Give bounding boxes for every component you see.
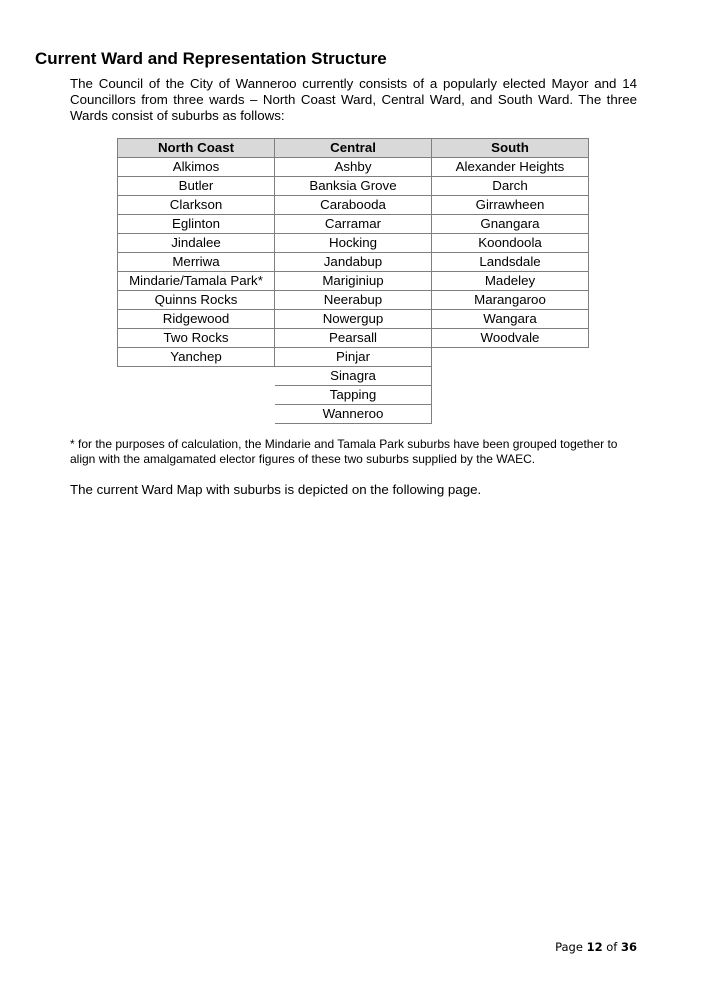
empty-cell xyxy=(118,405,275,424)
suburb-cell-central: Mariginiup xyxy=(275,272,432,291)
suburb-cell-south: Landsdale xyxy=(432,253,589,272)
suburb-cell-north-coast: Jindalee xyxy=(118,234,275,253)
suburb-cell-north-coast: Ridgewood xyxy=(118,310,275,329)
page-title: Current Ward and Representation Structure xyxy=(35,49,387,68)
suburb-cell-central: Wanneroo xyxy=(275,405,432,424)
table-row xyxy=(118,367,589,386)
suburb-cell-south: Koondoola xyxy=(432,234,589,253)
ward-suburbs-table xyxy=(117,138,589,424)
suburb-cell-south: Darch xyxy=(432,177,589,196)
suburb-cell-north-coast: Butler xyxy=(118,177,275,196)
suburb-cell-north-coast: Mindarie/Tamala Park* xyxy=(118,272,275,291)
table-row xyxy=(118,348,589,367)
header-central: Central xyxy=(275,139,432,158)
page-number xyxy=(555,940,637,954)
table-row xyxy=(118,234,589,253)
footnote: * for the purposes of calculation, the Mindarie and Tamala Park suburbs have been grouped together to align with the amalgamated elector figures of these two suburbs supplied by the WAEC. xyxy=(70,437,618,466)
suburb-cell-south: Gnangara xyxy=(432,215,589,234)
suburb-cell-north-coast: Two Rocks xyxy=(118,329,275,348)
suburb-cell-central: Ashby xyxy=(275,158,432,177)
suburb-cell-south: Wangara xyxy=(432,310,589,329)
empty-cell xyxy=(118,367,275,386)
empty-cell xyxy=(118,386,275,405)
page-total: 36 xyxy=(620,940,637,954)
table-row xyxy=(118,272,589,291)
suburb-cell-south: Marangaroo xyxy=(432,291,589,310)
table-body xyxy=(118,158,589,424)
page-label: Page xyxy=(555,940,583,954)
table-row xyxy=(118,329,589,348)
table-row xyxy=(118,196,589,215)
following-page-note: The current Ward Map with suburbs is depicted on the following page. xyxy=(70,482,482,497)
empty-cell xyxy=(432,348,589,367)
suburb-cell-north-coast: Clarkson xyxy=(118,196,275,215)
table-row xyxy=(118,158,589,177)
empty-cell xyxy=(432,367,589,386)
header-south: South xyxy=(432,139,589,158)
suburb-cell-north-coast: Alkimos xyxy=(118,158,275,177)
table-header-row xyxy=(118,139,589,158)
suburb-cell-central: Tapping xyxy=(275,386,432,405)
suburb-cell-north-coast: Merriwa xyxy=(118,253,275,272)
empty-cell xyxy=(432,405,589,424)
suburb-cell-south: Girrawheen xyxy=(432,196,589,215)
suburb-cell-north-coast: Eglinton xyxy=(118,215,275,234)
suburb-cell-central: Neerabup xyxy=(275,291,432,310)
table-row xyxy=(118,291,589,310)
suburb-cell-south: Woodvale xyxy=(432,329,589,348)
header-north-coast: North Coast xyxy=(118,139,275,158)
suburb-cell-central: Carabooda xyxy=(275,196,432,215)
table-row xyxy=(118,405,589,424)
suburb-cell-north-coast: Quinns Rocks xyxy=(118,291,275,310)
suburb-cell-central: Pinjar xyxy=(275,348,432,367)
suburb-cell-central: Pearsall xyxy=(275,329,432,348)
page-current: 12 xyxy=(586,940,603,954)
table-row xyxy=(118,253,589,272)
table-row xyxy=(118,177,589,196)
table-row xyxy=(118,215,589,234)
suburb-cell-north-coast: Yanchep xyxy=(118,348,275,367)
empty-cell xyxy=(432,386,589,405)
suburb-cell-central: Nowergup xyxy=(275,310,432,329)
suburb-cell-central: Jandabup xyxy=(275,253,432,272)
table-row xyxy=(118,386,589,405)
suburb-cell-south: Alexander Heights xyxy=(432,158,589,177)
suburb-cell-central: Hocking xyxy=(275,234,432,253)
page-of-label: of xyxy=(606,940,618,954)
suburb-cell-central: Banksia Grove xyxy=(275,177,432,196)
table-row xyxy=(118,310,589,329)
suburb-cell-central: Sinagra xyxy=(275,367,432,386)
suburb-cell-central: Carramar xyxy=(275,215,432,234)
suburb-cell-south: Madeley xyxy=(432,272,589,291)
intro-paragraph: The Council of the City of Wanneroo currently consists of a popularly elected Mayor and 14 Councillors from three wards – North Coast Ward, Central Ward, and South Ward. The three Wards consist of suburbs as follows: xyxy=(70,76,637,123)
